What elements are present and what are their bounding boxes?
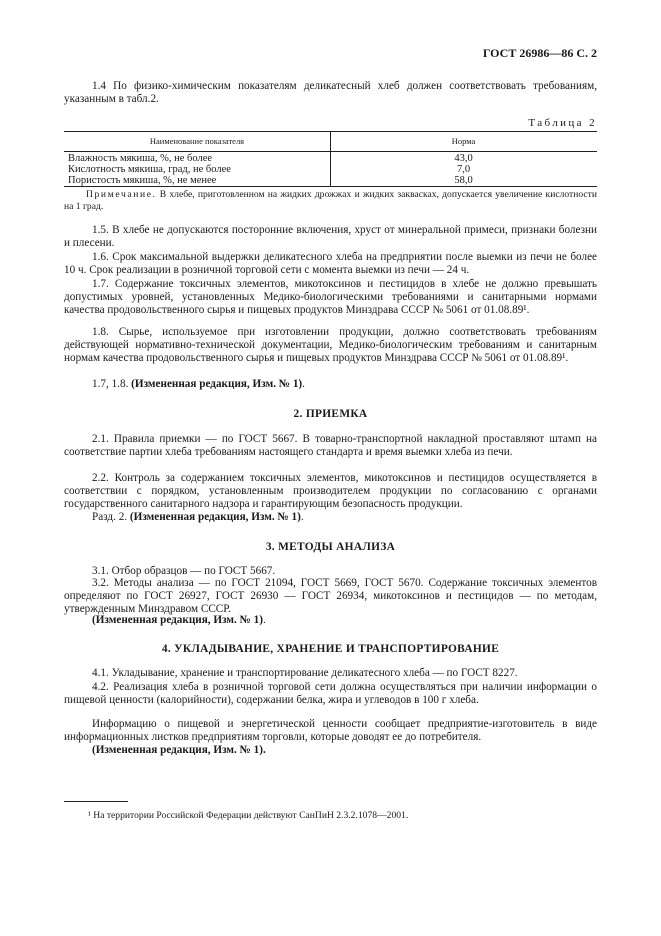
change-note-end: .	[263, 614, 266, 626]
change-note-section-3	[64, 614, 597, 627]
section-2-title: 2. ПРИЕМКА	[293, 408, 368, 420]
change-note-bold: (Измененная редакция, Изм. № 1)	[129, 511, 301, 523]
table-row-2-value: 7,0	[456, 164, 471, 175]
change-note-end: .	[302, 378, 305, 390]
change-note-bold: (Измененная редакция, Изм. № 1)	[131, 378, 303, 390]
paragraph-1-7: 1.7. Содержание токсичных элементов, микотоксинов и пестицидов в хлебе не должно превышать допустимых уровней, установленных Медико-биологическими требованиями и санитарными нормами качества продовольственного сырья и пищевых продуктов Минздрава СССР № 5061 от 01.08.89¹.	[64, 278, 597, 317]
document-header: ГОСТ 26986—86 С. 2	[482, 46, 597, 60]
change-note-prefix: Разд. 2.	[92, 511, 130, 523]
table-row-2-name: Кислотность мякиша, град, не более	[68, 164, 231, 175]
change-note-bold: (Измененная редакция, Изм. № 1)	[92, 614, 263, 626]
section-4-title: 4. УКЛАДЫВАНИЕ, ХРАНЕНИЕ И ТРАНСПОРТИРОВАНИЕ	[161, 643, 500, 655]
paragraph-2-1: 2.1. Правила приемки — по ГОСТ 5667. В товарно-транспортной накладной проставляют штамп на соответствие партии хлеба требованиям настоящего стандарта и время выемки хлеба из печи.	[64, 433, 597, 459]
paragraph-3-1: 3.1. Отбор образцов — по ГОСТ 5667.	[92, 565, 276, 577]
footnote-separator	[64, 801, 128, 802]
paragraph-1-4: 1.4 По физико-химическим показателям деликатесный хлеб должен соответствовать требованиям, указанным в табл.2.	[64, 80, 597, 106]
table-header-indicator: Наименование показателя	[149, 136, 245, 146]
paragraph-1-6: 1.6. Срок максимальной выдержки деликатесного хлеба на предприятии после выемки из печи не более 10 ч. Срок реализации в розничной торговой сети с момента выемки из печи — 24 ч.	[64, 251, 597, 277]
table-row-1-name: Влажность мякиша, %, не более	[68, 153, 213, 164]
table-note	[64, 189, 597, 213]
table-row-3-value: 58,0	[454, 175, 473, 186]
change-note-end: .	[300, 511, 304, 523]
paragraph-1-5: 1.5. В хлебе не допускаются посторонние включения, хруст от минеральной примеси, признаки болезни и плесени.	[64, 224, 597, 250]
paragraph-1-8: 1.8. Сырье, используемое при изготовлении продукции, должно соответствовать требованиям действующей нормативно-технической документации, Медико-биологическим требованиям и санитарным нормам качества продовольственного сырья и пищевых продуктов Минздрава СССР № 5061 от 01.08.89¹.	[64, 326, 597, 365]
table-row-3-name: Пористость мякиша, %, не менее	[68, 175, 217, 186]
table-2	[64, 131, 597, 186]
table-row-1-value: 43,0	[454, 153, 473, 164]
paragraph-4-3: Информацию о пищевой и энергетической ценности сообщает предприятие-изготовитель в виде информационных листков предприятиям торговли, которые доводят ее до потребителя.	[64, 718, 597, 744]
table-caption: Таблица 2	[528, 117, 597, 129]
paragraph-3-2: 3.2. Методы анализа — по ГОСТ 21094, ГОСТ 5669, ГОСТ 5670. Содержание токсичных элементов определяют по ГОСТ 26927, ГОСТ 26930 — ГОСТ 26934, микотоксинов и пестицидов — по методам, утвержденным Минздравом СССР.	[64, 577, 597, 616]
footnote: ¹ На территории Российской Федерации действуют СанПиН 2.3.2.1078—2001.	[88, 810, 409, 821]
change-note-1-7-1-8	[64, 378, 597, 391]
paragraph-4-2: 4.2. Реализация хлеба в розничной торговой сети должна осуществляться при наличии информации о пищевой ценности (калорийности), содержании белка, жира и углеводов в 100 г хлеба.	[64, 681, 597, 707]
paragraph-4-1: 4.1. Укладывание, хранение и транспортирование деликатесного хлеба — по ГОСТ 8227.	[92, 667, 518, 679]
table-note-text: В хлебе, приготовленном на жидких дрожжах и жидких заквасках, допускается увеличение кислотности на 1 град.	[64, 189, 597, 212]
change-note-prefix: 1.7, 1.8.	[92, 378, 132, 390]
change-note-section-4: (Измененная редакция, Изм. № 1).	[92, 744, 266, 756]
change-note-section-2	[64, 511, 597, 524]
table-header-norm: Норма	[451, 136, 476, 146]
section-3-title: 3. МЕТОДЫ АНАЛИЗА	[265, 541, 396, 553]
table-note-label: Примечание.	[86, 189, 157, 200]
paragraph-2-2: 2.2. Контроль за содержанием токсичных элементов, микотоксинов и пестицидов осуществляется в соответствии с порядком, установленным производителем продукции по согласованию с органами государственного санитарного надзора и гарантирующим безопасность продукции.	[64, 472, 597, 511]
